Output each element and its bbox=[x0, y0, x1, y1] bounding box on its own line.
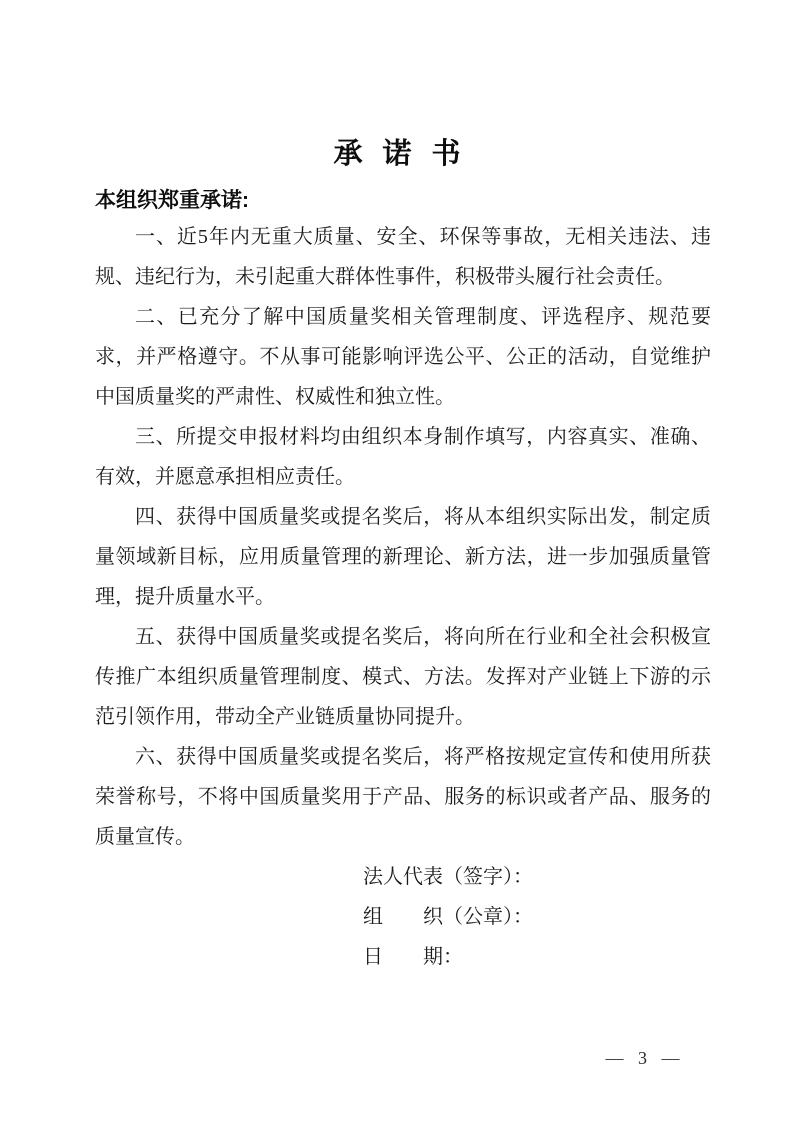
pledge-paragraph-4: 四、获得中国质量奖或提名奖后，将从本组织实际出发，制定质量领域新目标，应用质量管理的新理论、新方法，进一步加强质量管理，提升质量水平。 bbox=[95, 506, 711, 608]
signature-line-date: 日 期： bbox=[363, 946, 463, 968]
page-title: 承 诺 书 bbox=[333, 138, 467, 170]
signature-line-organization-seal: 组 织（公章）： bbox=[363, 906, 533, 928]
page-number: — 3 — bbox=[605, 1048, 685, 1068]
pledge-paragraph-6: 六、获得中国质量奖或提名奖后，将严格按规定宣传和使用所获荣誉称号，不将中国质量奖用于产品、服务的标识或者产品、服务的质量宣传。 bbox=[95, 746, 711, 848]
pledge-paragraph-3: 三、所提交申报材料均由组织本身制作填写，内容真实、准确、有效，并愿意承担相应责任。 bbox=[95, 426, 711, 488]
signature-block bbox=[363, 857, 533, 977]
pledge-body bbox=[95, 217, 711, 857]
pledge-paragraph-2: 二、已充分了解中国质量奖相关管理制度、评选程序、规范要求，并严格遵守。不从事可能影响评选公平、公正的活动，自觉维护中国质量奖的严肃性、权威性和独立性。 bbox=[95, 306, 711, 408]
pledge-paragraph-1: 一、近5年内无重大质量、安全、环保等事故，无相关违法、违规、违纪行为，未引起重大群体性事件，积极带头履行社会责任。 bbox=[95, 226, 711, 288]
pledge-paragraph-5: 五、获得中国质量奖或提名奖后，将向所在行业和全社会积极宣传推广本组织质量管理制度、模式、方法。发挥对产业链上下游的示范引领作用，带动全产业链质量协同提升。 bbox=[95, 626, 711, 728]
pledge-heading: 本组织郑重承诺: bbox=[95, 189, 249, 212]
signature-line-legal-representative: 法人代表（签字）： bbox=[363, 866, 533, 888]
